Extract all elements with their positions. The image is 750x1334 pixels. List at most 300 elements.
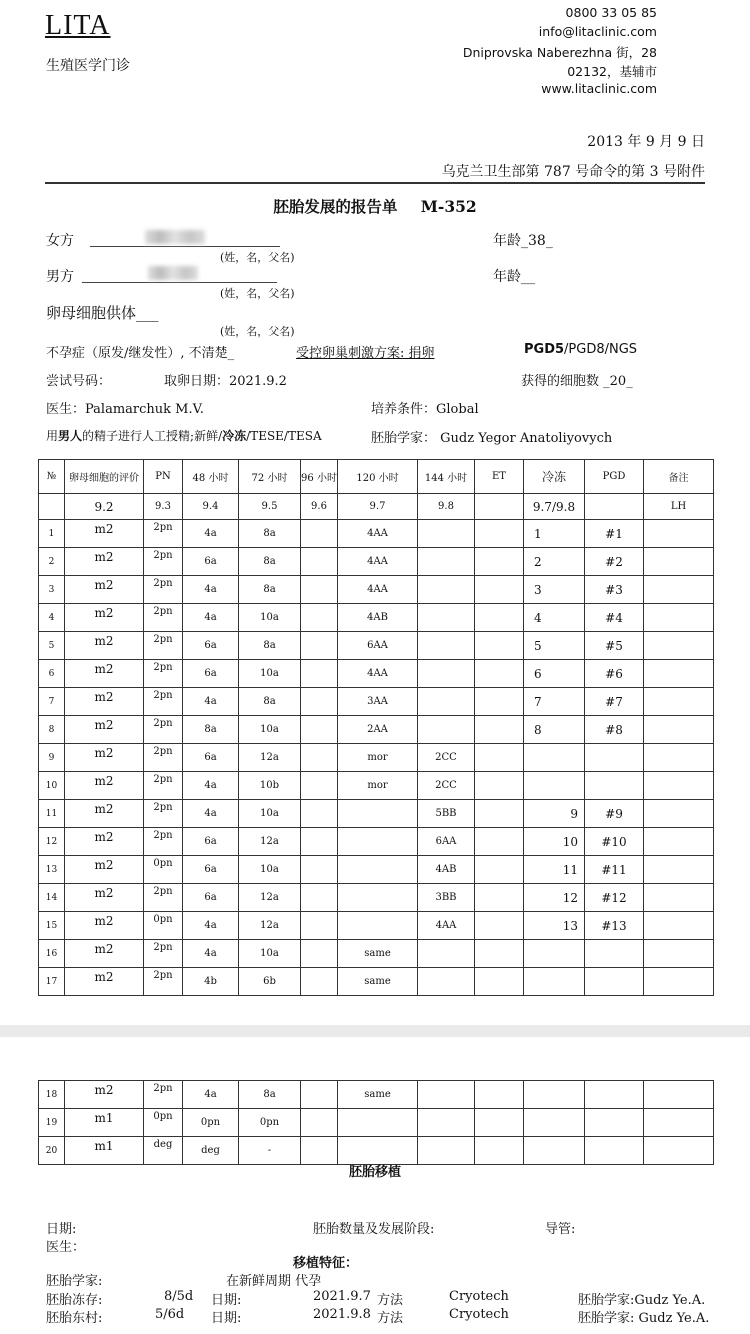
transfer-title: 胚胎移植	[348, 1165, 401, 1180]
table-row	[39, 576, 714, 604]
donor-name-hint: (姓，名，父名)	[220, 325, 295, 338]
cell-h144	[418, 520, 475, 548]
male-name-redacted	[148, 266, 198, 280]
cell-freeze: 3	[524, 576, 585, 604]
cell-pn: 2pn	[144, 1081, 183, 1109]
report-title-text: 胚胎发展的报告单	[273, 197, 398, 216]
cell-h120: same	[338, 968, 418, 996]
cell-h72: 8a	[239, 576, 301, 604]
report-page-2	[0, 1037, 750, 1334]
cell-h72: 0pn	[239, 1109, 301, 1137]
attempt-number-label: 尝试号码：	[46, 374, 112, 389]
cell-h120: 4AB	[338, 604, 418, 632]
header-et: ET	[475, 460, 524, 494]
cell-h48: 4a	[183, 1081, 239, 1109]
cell-pn: 2pn	[144, 884, 183, 912]
cell-et	[475, 604, 524, 632]
cell-h120	[338, 800, 418, 828]
pgd-rest: /PGD8/NGS	[564, 342, 638, 357]
cell-et	[475, 688, 524, 716]
cell-h72: 8a	[239, 632, 301, 660]
cell-et	[475, 968, 524, 996]
cell-h48: 4a	[183, 688, 239, 716]
cell-h48: 4a	[183, 520, 239, 548]
cell-pgd: #9	[585, 800, 644, 828]
date-note: LH	[644, 494, 714, 520]
cell-h120: 4AA	[338, 576, 418, 604]
cell-oocyte-grade: m2	[65, 716, 144, 744]
cell-et	[475, 912, 524, 940]
cell-h48: 0pn	[183, 1109, 239, 1137]
clinic-address-line1: Dniprovska Naberezhna 街，28	[462, 45, 657, 60]
cell-h144	[418, 1109, 475, 1137]
cell-pgd: #11	[585, 856, 644, 884]
retrieval-date: 取卵日期：2021.9.2	[164, 374, 287, 389]
cells-obtained-value: 20	[609, 374, 627, 389]
female-age: 年龄_38_	[493, 233, 553, 249]
cell-pn: 2pn	[144, 968, 183, 996]
cell-h144: 2CC	[418, 744, 475, 772]
female-age-value: 38	[528, 233, 546, 249]
cells-obtained-label: 获得的细胞数 _	[521, 374, 610, 389]
female-age-label: 年龄	[493, 233, 521, 249]
male-label: 男方	[46, 269, 74, 285]
cell-et	[475, 520, 524, 548]
cell-pgd: #13	[585, 912, 644, 940]
cell-h96	[301, 1109, 338, 1137]
cell-note	[644, 828, 714, 856]
female-name-line	[90, 246, 280, 247]
cell-freeze	[524, 968, 585, 996]
cell-h72: 10a	[239, 940, 301, 968]
cell-h72: 12a	[239, 884, 301, 912]
header-divider	[45, 182, 705, 184]
cell-pgd: #5	[585, 632, 644, 660]
cell-pgd	[585, 940, 644, 968]
table-row	[39, 716, 714, 744]
cell-pgd	[585, 1081, 644, 1109]
cell-oocyte-grade: m2	[65, 884, 144, 912]
cell-pn: 2pn	[144, 716, 183, 744]
header-h144: 144 小时	[418, 460, 475, 494]
cell-et	[475, 856, 524, 884]
cell-h48: 4a	[183, 604, 239, 632]
thaw-label: 胚胎东村:	[46, 1311, 103, 1326]
header-no: №	[39, 460, 65, 494]
cell-oocyte-grade: m2	[65, 520, 144, 548]
cell-note	[644, 576, 714, 604]
cell-freeze: 7	[524, 688, 585, 716]
clinic-address-line2: 02132，基辅市	[567, 64, 657, 79]
cell-et	[475, 772, 524, 800]
cell-pgd: #4	[585, 604, 644, 632]
header-freeze: 冷冻	[524, 460, 585, 494]
freeze-embryologist: 胚胎学家:Gudz Ye.A.	[578, 1293, 706, 1308]
cell-no: 8	[39, 716, 65, 744]
donor-label: 卵母细胞供体___	[46, 304, 159, 322]
cell-h120: 2AA	[338, 716, 418, 744]
cell-et	[475, 940, 524, 968]
cell-h120: 4AA	[338, 660, 418, 688]
cell-h48: deg	[183, 1137, 239, 1165]
female-label: 女方	[46, 233, 74, 249]
cell-note	[644, 1081, 714, 1109]
cell-h48: 4a	[183, 576, 239, 604]
cell-h72: 12a	[239, 744, 301, 772]
transfer-features-title: 移植特征：	[293, 1256, 359, 1271]
cell-freeze: 2	[524, 548, 585, 576]
cell-h96	[301, 940, 338, 968]
table-row	[39, 940, 714, 968]
thaw-method-label: 方法	[377, 1311, 404, 1326]
female-name-redacted	[145, 230, 205, 244]
cell-note	[644, 716, 714, 744]
table-row	[39, 520, 714, 548]
cell-h144: 4AB	[418, 856, 475, 884]
cell-h72: 10a	[239, 604, 301, 632]
cell-h72: -	[239, 1137, 301, 1165]
cell-freeze: 8	[524, 716, 585, 744]
cell-note	[644, 772, 714, 800]
cell-note	[644, 744, 714, 772]
cell-no: 3	[39, 576, 65, 604]
cell-pgd: #8	[585, 716, 644, 744]
date-pgd	[585, 494, 644, 520]
transfer-doctor-label: 医生：	[46, 1240, 86, 1255]
thaw-embryologist: 胚胎学家: Gudz Ye.A.	[578, 1311, 710, 1326]
clinic-logo: LITA	[45, 10, 111, 41]
cell-oocyte-grade: m2	[65, 968, 144, 996]
freeze-date-label: 日期:	[211, 1293, 242, 1308]
cell-et	[475, 1109, 524, 1137]
cell-pn: 2pn	[144, 576, 183, 604]
transfer-catheter-label: 导管:	[545, 1222, 576, 1237]
table-row	[39, 968, 714, 996]
cell-no: 5	[39, 632, 65, 660]
cell-h96	[301, 912, 338, 940]
cell-freeze: 9	[524, 800, 585, 828]
cell-h96	[301, 856, 338, 884]
cell-et	[475, 884, 524, 912]
cell-no: 1	[39, 520, 65, 548]
cell-pn: 2pn	[144, 744, 183, 772]
cell-oocyte-grade: m2	[65, 744, 144, 772]
cell-no: 10	[39, 772, 65, 800]
cell-h96	[301, 548, 338, 576]
date-h96: 9.6	[301, 494, 338, 520]
cell-no: 19	[39, 1109, 65, 1137]
cell-oocyte-grade: m2	[65, 604, 144, 632]
cell-et	[475, 576, 524, 604]
table-date-row	[39, 494, 714, 520]
embryo-table-continued	[38, 1080, 714, 1165]
cell-et	[475, 744, 524, 772]
table-row	[39, 884, 714, 912]
table-row	[39, 772, 714, 800]
cell-freeze	[524, 744, 585, 772]
cell-h96	[301, 884, 338, 912]
cell-no: 6	[39, 660, 65, 688]
cell-no: 20	[39, 1137, 65, 1165]
cell-h144: 5BB	[418, 800, 475, 828]
cell-h120	[338, 884, 418, 912]
cell-h72: 8a	[239, 520, 301, 548]
cell-note	[644, 884, 714, 912]
cell-h144: 3BB	[418, 884, 475, 912]
cell-h72: 8a	[239, 1081, 301, 1109]
header-note: 备注	[644, 460, 714, 494]
table-row	[39, 660, 714, 688]
cell-h48: 8a	[183, 716, 239, 744]
cell-pn: 2pn	[144, 800, 183, 828]
pgd-selected: PGD5	[524, 342, 565, 357]
date-freeze: 9.7/9.8	[524, 494, 585, 520]
cell-et	[475, 828, 524, 856]
cell-h120: mor	[338, 772, 418, 800]
cell-h120: 4AA	[338, 520, 418, 548]
cell-pn: 2pn	[144, 772, 183, 800]
table-row	[39, 1081, 714, 1109]
cell-h120	[338, 828, 418, 856]
cell-freeze: 10	[524, 828, 585, 856]
stimulation-protocol: 受控卵巢刺激方案: 捐卵	[296, 346, 435, 361]
cell-h120: 3AA	[338, 688, 418, 716]
cell-h120: 4AA	[338, 548, 418, 576]
cell-h144: 6AA	[418, 828, 475, 856]
cell-et	[475, 548, 524, 576]
cell-h72: 10b	[239, 772, 301, 800]
insemination-method	[46, 427, 322, 444]
cell-oocyte-grade: m1	[65, 1137, 144, 1165]
cell-no: 17	[39, 968, 65, 996]
female-name-hint: (姓，名，父名)	[220, 251, 295, 264]
cell-h120: same	[338, 940, 418, 968]
cell-h48: 4a	[183, 772, 239, 800]
cell-h120	[338, 912, 418, 940]
cell-oocyte-grade: m2	[65, 688, 144, 716]
cell-h144	[418, 716, 475, 744]
cell-oocyte-grade: m2	[65, 828, 144, 856]
cell-pn: 2pn	[144, 940, 183, 968]
header-h96: 96 小时	[301, 460, 338, 494]
cell-h120	[338, 856, 418, 884]
freeze-method: Cryotech	[449, 1289, 509, 1304]
embryologist-name: 胚胎学家： Gudz Yegor Anatoliyovych	[371, 431, 613, 446]
cell-oocyte-grade: m1	[65, 1109, 144, 1137]
cell-h96	[301, 576, 338, 604]
cell-oocyte-grade: m2	[65, 800, 144, 828]
thaw-date-label: 日期:	[211, 1311, 242, 1326]
header-pn: PN	[144, 460, 183, 494]
culture-conditions: 培养条件：Global	[371, 402, 479, 417]
cell-h96	[301, 604, 338, 632]
insem-post: /TESE/TESA	[246, 429, 322, 443]
freeze-date: 2021.9.7	[313, 1289, 371, 1304]
cell-pgd: #12	[585, 884, 644, 912]
cell-note	[644, 968, 714, 996]
cell-h120: 6AA	[338, 632, 418, 660]
cell-no: 2	[39, 548, 65, 576]
cell-pn: 2pn	[144, 660, 183, 688]
cell-h144	[418, 632, 475, 660]
cell-pgd	[585, 772, 644, 800]
header-pgd: PGD	[585, 460, 644, 494]
cell-h144	[418, 968, 475, 996]
male-age: 年龄__	[493, 269, 535, 285]
cell-no: 16	[39, 940, 65, 968]
cell-h96	[301, 744, 338, 772]
male-name-line	[82, 282, 277, 283]
cell-h72: 8a	[239, 688, 301, 716]
report-code: M-352	[420, 197, 477, 216]
insem-bold-male: 男人	[58, 429, 83, 443]
date-pn: 9.3	[144, 494, 183, 520]
thaw-count: 5/6d	[155, 1307, 185, 1322]
table-row	[39, 1109, 714, 1137]
cell-note	[644, 856, 714, 884]
cell-freeze: 13	[524, 912, 585, 940]
cell-freeze: 11	[524, 856, 585, 884]
cell-oocyte-grade: m2	[65, 856, 144, 884]
cell-h48: 4a	[183, 800, 239, 828]
cell-no: 14	[39, 884, 65, 912]
date-h144: 9.8	[418, 494, 475, 520]
embryo-table	[38, 459, 714, 996]
cell-et	[475, 800, 524, 828]
cell-note	[644, 688, 714, 716]
cell-pn: 0pn	[144, 856, 183, 884]
cell-h96	[301, 772, 338, 800]
cell-oocyte-grade: m2	[65, 912, 144, 940]
cell-h144	[418, 576, 475, 604]
table-row	[39, 604, 714, 632]
date-et	[475, 494, 524, 520]
doctor-name: 医生：Palamarchuk M.V.	[46, 402, 204, 417]
male-age-label: 年龄	[493, 269, 521, 285]
cell-h72: 6b	[239, 968, 301, 996]
cell-note	[644, 632, 714, 660]
cell-h48: 6a	[183, 884, 239, 912]
date-h120: 9.7	[338, 494, 418, 520]
cell-pn: 2pn	[144, 604, 183, 632]
cell-no: 12	[39, 828, 65, 856]
cell-pn: 0pn	[144, 912, 183, 940]
cell-h144: 2CC	[418, 772, 475, 800]
cell-h96	[301, 716, 338, 744]
cell-no: 9	[39, 744, 65, 772]
pgd-options	[524, 342, 637, 357]
cell-pn: 2pn	[144, 632, 183, 660]
clinic-website: www.litaclinic.com	[541, 81, 657, 96]
cell-pn: 2pn	[144, 520, 183, 548]
male-name-hint: (姓，名，父名)	[220, 287, 295, 300]
cell-freeze	[524, 1081, 585, 1109]
cell-h144	[418, 660, 475, 688]
cell-h144	[418, 940, 475, 968]
date-no	[39, 494, 65, 520]
cell-oocyte-grade: m2	[65, 772, 144, 800]
cell-freeze: 12	[524, 884, 585, 912]
cell-oocyte-grade: m2	[65, 1081, 144, 1109]
cell-h48: 6a	[183, 548, 239, 576]
freeze-label: 胚胎冻存:	[46, 1293, 103, 1308]
cell-no: 18	[39, 1081, 65, 1109]
date-oocyte-grade: 9.2	[65, 494, 144, 520]
cell-freeze	[524, 940, 585, 968]
cell-no: 15	[39, 912, 65, 940]
cell-h144	[418, 688, 475, 716]
cell-pgd	[585, 968, 644, 996]
cell-h96	[301, 828, 338, 856]
cell-oocyte-grade: m2	[65, 548, 144, 576]
table-row	[39, 828, 714, 856]
cell-pgd	[585, 1109, 644, 1137]
transfer-count-label: 胚胎数量及发展阶段:	[313, 1222, 435, 1237]
cell-note	[644, 604, 714, 632]
thaw-date: 2021.9.8	[313, 1307, 371, 1322]
header-oocyte-grade: 卵母细胞的评价	[65, 460, 144, 494]
cell-h72: 10a	[239, 800, 301, 828]
cell-pgd: #2	[585, 548, 644, 576]
cell-no: 4	[39, 604, 65, 632]
table-row	[39, 632, 714, 660]
donor-label-text: 卵母细胞供体	[46, 304, 137, 322]
cell-note	[644, 660, 714, 688]
cell-h48: 4a	[183, 940, 239, 968]
cell-no: 11	[39, 800, 65, 828]
clinic-email: info@litaclinic.com	[538, 24, 657, 39]
cell-h48: 6a	[183, 856, 239, 884]
cell-h120: mor	[338, 744, 418, 772]
cell-et	[475, 632, 524, 660]
cell-h96	[301, 520, 338, 548]
cell-no: 13	[39, 856, 65, 884]
clinic-phone: 0800 33 05 85	[565, 5, 657, 20]
cell-h72: 10a	[239, 856, 301, 884]
cell-h144	[418, 604, 475, 632]
clinic-subtitle: 生殖医学门诊	[46, 58, 130, 74]
cell-pn: 2pn	[144, 548, 183, 576]
cell-oocyte-grade: m2	[65, 576, 144, 604]
cell-h72: 8a	[239, 548, 301, 576]
table-row	[39, 800, 714, 828]
cell-pgd: #7	[585, 688, 644, 716]
table-row	[39, 912, 714, 940]
cell-pgd: #6	[585, 660, 644, 688]
insem-pre: 用	[46, 429, 59, 443]
cell-note	[644, 800, 714, 828]
cell-pgd: #1	[585, 520, 644, 548]
table-row	[39, 856, 714, 884]
cell-h48: 6a	[183, 632, 239, 660]
thaw-method: Cryotech	[449, 1307, 509, 1322]
cells-obtained: 获得的细胞数 _20_	[521, 374, 633, 389]
cell-pn: 2pn	[144, 828, 183, 856]
cell-no: 7	[39, 688, 65, 716]
date-h48: 9.4	[183, 494, 239, 520]
cell-oocyte-grade: m2	[65, 632, 144, 660]
cell-h96	[301, 688, 338, 716]
transfer-embryologist-label: 胚胎学家:	[46, 1274, 103, 1289]
table-row	[39, 688, 714, 716]
cell-note	[644, 548, 714, 576]
transfer-date-label: 日期:	[46, 1222, 77, 1237]
cell-h72: 10a	[239, 660, 301, 688]
cell-h120	[338, 1109, 418, 1137]
date-h72: 9.5	[239, 494, 301, 520]
cell-et	[475, 660, 524, 688]
header-h120: 120 小时	[338, 460, 418, 494]
